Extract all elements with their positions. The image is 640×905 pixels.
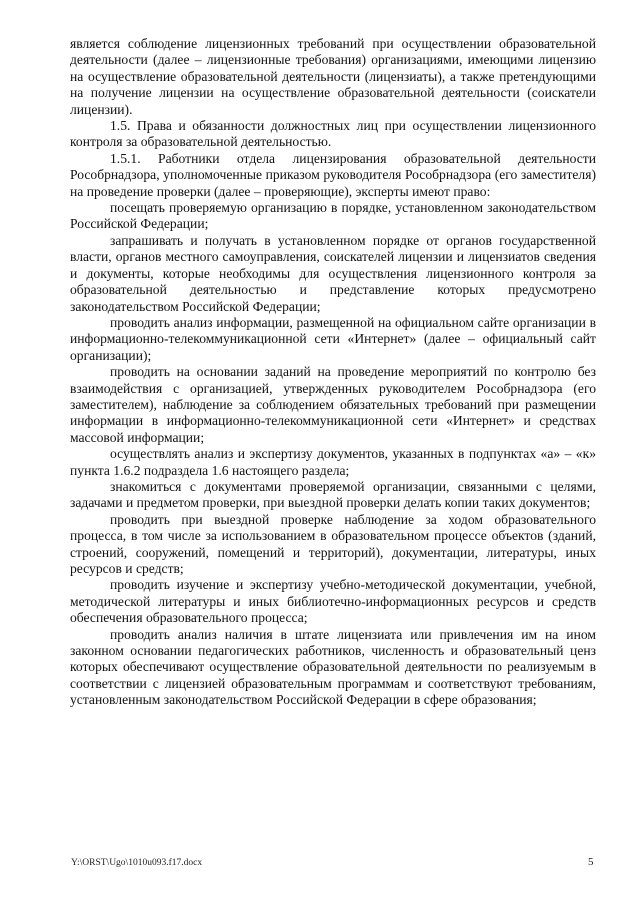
section-heading-1-5: 1.5. Права и обязанности должностных лиц при осуществлении лицензионного контроля за образовательной деятельностью.: [70, 118, 596, 150]
right-request-documents: запрашивать и получать в установленном порядке от органов государственной власти, органов местного самоуправления, соискателей лицензии и лицензиатов сведения и документы, которые необходимы для осуществления лицензионного контроля за образовательной деятельностью и представление которых предусмотрено законодательством Российской Федерации;: [70, 232, 596, 314]
right-monitor-internet: проводить на основании заданий на проведение мероприятий по контролю без взаимодействия с организацией, утвержденных руководителем Рособрнадзора (его заместителем), наблюдение за соблюдением обязательных требований при размещении информации в информационно-телекоммуникационной сети «Интернет» и средствах массовой информации;: [70, 364, 596, 445]
page-number: 5: [588, 856, 594, 868]
right-examine-documents: осуществлять анализ и экспертизу документов, указанных в подпунктах «а» – «к» пункта 1.6.2 подраздела 1.6 настоящего раздела;: [70, 446, 596, 478]
right-review-documents: знакомиться с документами проверяемой организации, связанными с целями, задачами и предметом проверки, при выездной проверки делать копии таких документов;: [70, 478, 596, 511]
right-visit-organization: посещать проверяемую организацию в порядке, установленном законодательством Российской Федерации;: [70, 200, 596, 232]
right-study-methodology: проводить изучение и экспертизу учебно-методической документации, учебной, методической литературы и иных библиотечно-информационных ресурсов и средств обеспечения образовательного процесса;: [70, 577, 596, 626]
paragraph-continuation: является соблюдение лицензионных требований при осуществлении образовательной деятельности (далее – лицензионные требования) организациями, имеющими лицензию на осуществление образовательной деятельности (лицензиаты), а также претендующими на получение лицензии на осуществление образовательной деятельности (соискатели лицензии).: [70, 36, 596, 117]
document-body: [70, 36, 596, 709]
right-analyze-staff: проводить анализ наличия в штате лицензиата или привлечения им на ином законном основании педагогических работников, численность и образовательный ценз которых обеспечивают осуществление образовательной деятельности по реализуемым в соответствии с лицензией образовательным программам и соответствуют требованиям, установленным законодательством Российской Федерации в сфере образования;: [70, 626, 596, 708]
paragraph-1-5-1: 1.5.1. Работники отдела лицензирования образовательной деятельности Рособрнадзора, уполномоченные приказом руководителя Рособрнадзора (его заместителя) на проведение проверки (далее – проверяющие), эксперты имеют право:: [70, 150, 596, 199]
right-analyze-website: проводить анализ информации, размещенной на официальном сайте организации в информационно-телекоммуникационной сети «Интернет» (далее – официальный сайт организации);: [70, 314, 596, 363]
footer-file-path: Y:\ORST\Ugo\1010u093.f17.docx: [71, 858, 203, 868]
right-observe-process: проводить при выездной проверке наблюдение за ходом образовательного процесса, в том числе за использованием в образовательном процессе объектов (зданий, строений, сооружений, помещений и территорий), документации, литературы, иных ресурсов и средств;: [70, 511, 596, 576]
